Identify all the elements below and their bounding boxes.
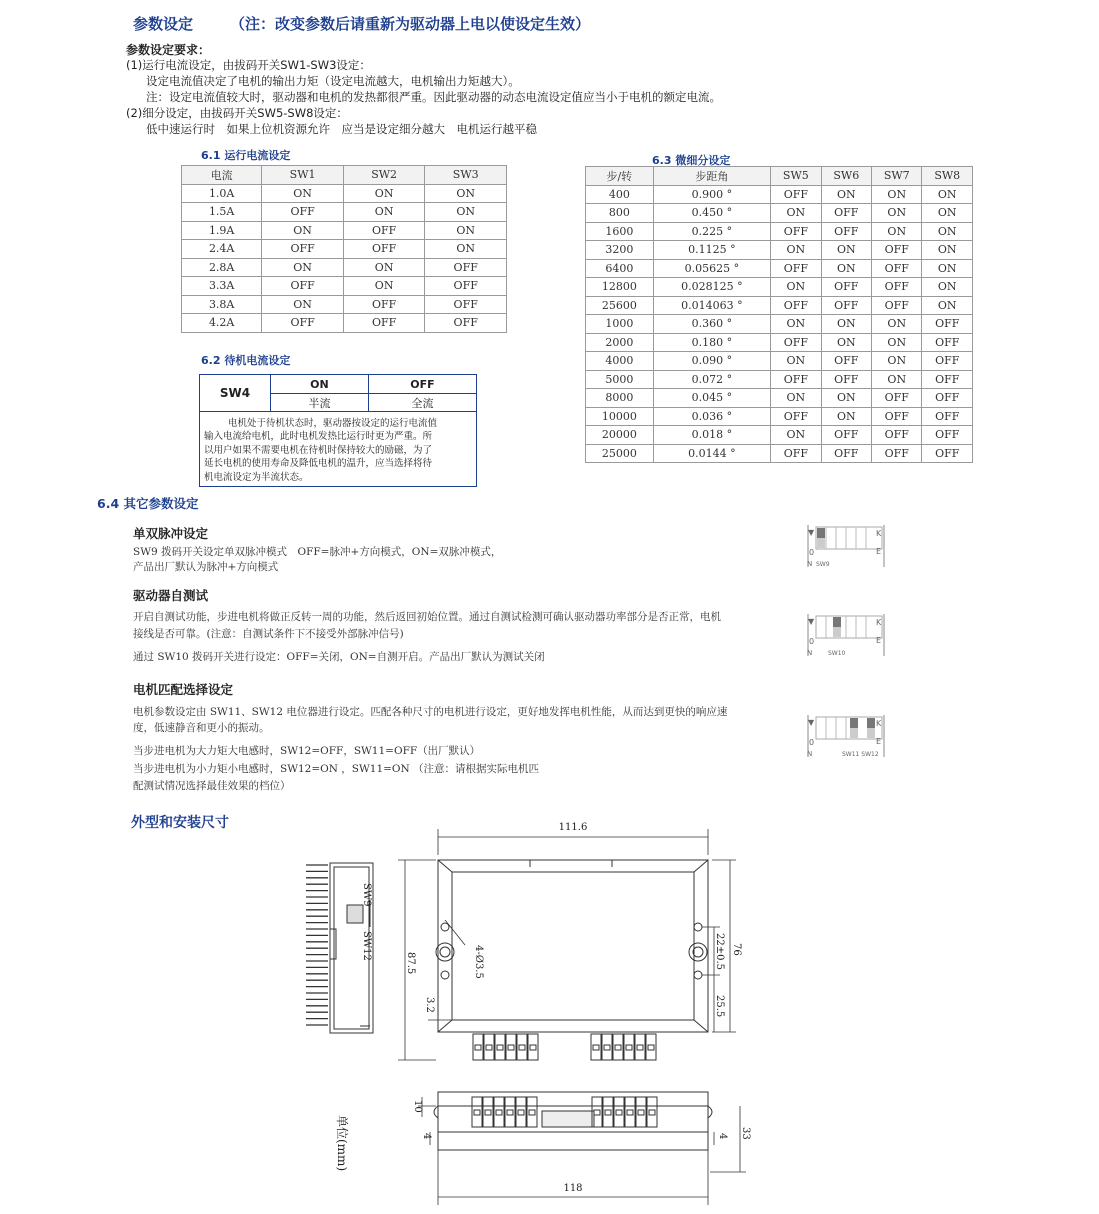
req-line-5: 低中速运行时 如果上位机资源允许 应当是设定细分越大 电机运行越平稳 <box>146 122 537 136</box>
header-cell: SW7 <box>872 167 922 186</box>
table-row <box>182 221 507 240</box>
svg-text:25.5: 25.5 <box>714 995 725 1018</box>
table-cell: OFF <box>922 389 973 408</box>
table-cell: ON <box>771 389 821 408</box>
table-row <box>586 389 973 408</box>
motor-line-2: 度，低速静音和更小的振动。 <box>133 722 270 734</box>
table-row <box>586 333 973 352</box>
table-cell: 0.018 ° <box>653 426 770 445</box>
table-cell: OFF <box>872 278 922 297</box>
table-cell: OFF <box>771 185 821 204</box>
table-row <box>586 370 973 389</box>
svg-text:SW10: SW10 <box>828 650 846 657</box>
svg-text:10: 10 <box>412 1100 423 1113</box>
svg-text:SW9: SW9 <box>816 561 830 568</box>
svg-text:E: E <box>876 547 882 556</box>
header-cell: SW1 <box>262 166 344 185</box>
table-cell: OFF <box>922 444 973 463</box>
table-cell: ON <box>262 184 344 203</box>
table-cell: 1.5A <box>182 203 262 222</box>
table-cell: OFF <box>922 426 973 445</box>
requirements-heading: 参数设定要求： <box>126 43 211 57</box>
table-cell: OFF <box>821 296 871 315</box>
svg-text:K: K <box>876 618 882 627</box>
table-cell: ON <box>771 204 821 223</box>
standby-box <box>199 374 477 487</box>
table-cell: ON <box>425 221 507 240</box>
table-cell: 25000 <box>586 444 654 463</box>
sw4-off-desc: 全流 <box>368 394 476 412</box>
table-cell: ON <box>343 277 425 296</box>
header-cell: 步距角 <box>653 167 770 186</box>
table-cell: OFF <box>425 277 507 296</box>
table-cell: 5000 <box>586 370 654 389</box>
table-cell: 0.900 ° <box>653 185 770 204</box>
table-cell: 6400 <box>586 259 654 278</box>
dimension-drawing <box>290 815 770 1210</box>
table-cell: ON <box>821 389 871 408</box>
req-line-4: (2)细分设定，由拔码开关SW5-SW8设定： <box>126 106 348 120</box>
header-cell: SW3 <box>425 166 507 185</box>
table61-title: 6.1 运行电流设定 <box>201 149 291 162</box>
table-cell: ON <box>343 184 425 203</box>
table-cell: OFF <box>343 295 425 314</box>
table-cell: OFF <box>425 258 507 277</box>
motor-line-4: 当步进电机为小力矩小电感时，SW12=ON ，SW11=ON （注意：请根据实际电机匹 <box>133 763 540 775</box>
table-cell: ON <box>343 258 425 277</box>
selftest-line-3: 通过 SW10 拨码开关进行设定：OFF=关闭，ON=自测开启。产品出厂默认为测试关闭 <box>133 651 545 663</box>
svg-text:4: 4 <box>421 1133 432 1140</box>
table-cell: 1.9A <box>182 221 262 240</box>
table-cell: OFF <box>872 444 922 463</box>
table-row <box>182 203 507 222</box>
svg-text:单位(mm): 单位(mm) <box>335 1115 349 1172</box>
table-cell: 0.028125 ° <box>653 278 770 297</box>
svg-text:111.6: 111.6 <box>558 822 588 833</box>
table-cell: ON <box>771 426 821 445</box>
table-cell: 3.3A <box>182 277 262 296</box>
current-table <box>181 165 507 333</box>
table-row <box>182 258 507 277</box>
table-cell: ON <box>872 352 922 371</box>
table-cell: ON <box>922 185 973 204</box>
table-row <box>182 184 507 203</box>
table-cell: 0.014063 ° <box>653 296 770 315</box>
table-cell: 0.360 ° <box>653 315 770 334</box>
table-cell: OFF <box>821 278 871 297</box>
table-row <box>586 444 973 463</box>
table-cell: 2.8A <box>182 258 262 277</box>
table-cell: ON <box>771 278 821 297</box>
table-cell: OFF <box>425 295 507 314</box>
table-cell: 2.4A <box>182 240 262 259</box>
table-cell: ON <box>872 315 922 334</box>
table-cell: 0.450 ° <box>653 204 770 223</box>
table-cell: OFF <box>821 352 871 371</box>
sw4-on-desc: 半流 <box>271 394 369 412</box>
table-cell: 0.090 ° <box>653 352 770 371</box>
header-cell: SW8 <box>922 167 973 186</box>
motor-line-5: 配测试情况选择最佳效果的档位） <box>133 780 291 792</box>
table-cell: ON <box>922 241 973 260</box>
svg-text:22±0.5: 22±0.5 <box>714 933 725 971</box>
table-cell: OFF <box>821 370 871 389</box>
svg-text:▼: ▼ <box>808 718 815 727</box>
table-cell: ON <box>771 315 821 334</box>
table-row <box>586 352 973 371</box>
table-cell: OFF <box>922 333 973 352</box>
table-cell: ON <box>872 204 922 223</box>
table-cell: 0.036 ° <box>653 407 770 426</box>
selftest-heading: 驱动器自测试 <box>133 588 209 603</box>
table-cell: 0.072 ° <box>653 370 770 389</box>
motor-heading: 电机匹配选择设定 <box>133 682 234 697</box>
table-cell: OFF <box>771 259 821 278</box>
pulse-line-1: SW9 拨码开关设定单双脉冲模式 OFF=脉冲+方向模式，ON=双脉冲模式， <box>133 546 502 558</box>
table-cell: 0.1125 ° <box>653 241 770 260</box>
table-row <box>586 278 973 297</box>
table-cell: OFF <box>872 296 922 315</box>
table-cell: 800 <box>586 204 654 223</box>
microstep-table <box>585 166 973 463</box>
table63-title: 6.3 微细分设定 <box>652 154 731 167</box>
table-cell: ON <box>262 295 344 314</box>
table-cell: OFF <box>343 240 425 259</box>
table-cell: ON <box>771 241 821 260</box>
table-cell: ON <box>821 185 871 204</box>
table-header-row <box>182 166 507 185</box>
motor-line-3: 当步进电机为大力矩大电感时，SW12=OFF，SW11=OFF（出厂默认） <box>133 745 481 757</box>
table-cell: OFF <box>872 407 922 426</box>
table-cell: ON <box>425 184 507 203</box>
table-cell: ON <box>821 407 871 426</box>
table-row <box>586 407 973 426</box>
selftest-line-1: 开启自测试功能，步进电机将做正反转一周的功能，然后返回初始位置。通过自测试检测可确认驱动器功率部分是否正常，电机 <box>133 611 721 623</box>
table-cell: 400 <box>586 185 654 204</box>
table-cell: ON <box>821 333 871 352</box>
table-cell: 20000 <box>586 426 654 445</box>
section64-title: 6.4 其它参数设定 <box>97 496 199 511</box>
table-cell: 4.2A <box>182 314 262 333</box>
table-cell: 4000 <box>586 352 654 371</box>
table-cell: 0.05625 ° <box>653 259 770 278</box>
table-row <box>182 240 507 259</box>
table-cell: OFF <box>771 370 821 389</box>
svg-text:N: N <box>807 560 813 568</box>
table-cell: 12800 <box>586 278 654 297</box>
svg-text:0: 0 <box>809 548 815 557</box>
svg-text:E: E <box>876 636 882 645</box>
svg-text:SW11 SW12: SW11 SW12 <box>842 751 879 758</box>
sw9-dip-switch-icon <box>806 523 888 569</box>
table-cell: ON <box>872 185 922 204</box>
sw10-dip-switch-icon <box>806 612 888 658</box>
svg-text:K: K <box>876 719 882 728</box>
table-cell: 1000 <box>586 315 654 334</box>
table-cell: ON <box>922 278 973 297</box>
table-cell: 0.225 ° <box>653 222 770 241</box>
header-cell: 步/转 <box>586 167 654 186</box>
table-row <box>182 277 507 296</box>
page-note: （注：改变参数后请重新为驱动器上电以使设定生效） <box>230 15 591 33</box>
table-cell: ON <box>821 315 871 334</box>
svg-text:87.5: 87.5 <box>405 952 416 975</box>
table-cell: OFF <box>262 240 344 259</box>
table-cell: ON <box>821 259 871 278</box>
table-cell: OFF <box>821 222 871 241</box>
table-cell: OFF <box>771 222 821 241</box>
page-title: 参数设定 <box>133 15 194 33</box>
table-cell: ON <box>343 203 425 222</box>
table-row <box>182 314 507 333</box>
motor-line-1: 电机参数设定由 SW11、SW12 电位器进行设定。匹配各种尺寸的电机进行设定，更好地发挥电机性能，从而达到更快的响应速 <box>133 706 728 718</box>
table-cell: 10000 <box>586 407 654 426</box>
sw4-on: ON <box>271 375 369 394</box>
req-line-3: 注：设定电流值较大时，驱动器和电机的发热都很严重。因此驱动器的动态电流设定值应当小于电机的额定电流。 <box>146 90 721 104</box>
table-cell: OFF <box>872 259 922 278</box>
table-row <box>182 295 507 314</box>
svg-text:SW12: SW12 <box>361 931 372 961</box>
table-row <box>586 241 973 260</box>
svg-text:E: E <box>876 737 882 746</box>
table-cell: OFF <box>922 315 973 334</box>
table-cell: OFF <box>425 314 507 333</box>
table-cell: OFF <box>771 444 821 463</box>
table-row <box>586 185 973 204</box>
svg-text:SW9: SW9 <box>361 883 372 907</box>
req-line-1: (1)运行电流设定，由拔码开关SW1-SW3设定： <box>126 58 371 72</box>
table-cell: ON <box>262 221 344 240</box>
svg-text:N: N <box>807 649 813 657</box>
table-cell: OFF <box>821 444 871 463</box>
table-cell: ON <box>425 240 507 259</box>
dimensions-title: 外型和安装尺寸 <box>131 815 229 831</box>
table-row <box>586 259 973 278</box>
header-cell: 电流 <box>182 166 262 185</box>
header-cell: SW2 <box>343 166 425 185</box>
pulse-heading: 单双脉冲设定 <box>133 526 209 541</box>
table-row <box>586 296 973 315</box>
table-cell: ON <box>872 370 922 389</box>
header-cell: SW6 <box>821 167 871 186</box>
svg-text:33: 33 <box>740 1127 751 1140</box>
svg-text:4: 4 <box>717 1133 728 1140</box>
table-cell: OFF <box>872 426 922 445</box>
table-header-row <box>586 167 973 186</box>
svg-text:3.2: 3.2 <box>424 997 435 1013</box>
table-cell: OFF <box>262 277 344 296</box>
table-cell: 8000 <box>586 389 654 408</box>
table-cell: OFF <box>343 314 425 333</box>
table-cell: ON <box>771 352 821 371</box>
table-cell: OFF <box>771 407 821 426</box>
sw4-label: SW4 <box>200 375 271 412</box>
table-cell: ON <box>922 222 973 241</box>
table-cell: 1.0A <box>182 184 262 203</box>
table-cell: ON <box>872 333 922 352</box>
table-row <box>586 222 973 241</box>
table-cell: OFF <box>821 204 871 223</box>
table-cell: ON <box>262 258 344 277</box>
table-cell: 3200 <box>586 241 654 260</box>
table-row <box>586 315 973 334</box>
table-cell: OFF <box>872 389 922 408</box>
selftest-line-2: 接线是否可靠。(注意：自测试条件下不接受外部脉冲信号) <box>133 628 404 640</box>
table-row <box>586 204 973 223</box>
table-row <box>586 426 973 445</box>
table-cell: 1600 <box>586 222 654 241</box>
table-cell: ON <box>922 259 973 278</box>
table-cell: ON <box>922 296 973 315</box>
svg-text:0: 0 <box>809 738 815 747</box>
table-cell: OFF <box>262 203 344 222</box>
svg-text:4-Ø3.5: 4-Ø3.5 <box>473 945 484 979</box>
sw11-sw12-dip-switch-icon <box>806 713 888 759</box>
table-cell: ON <box>872 222 922 241</box>
svg-text:N: N <box>807 750 813 758</box>
table-cell: OFF <box>922 407 973 426</box>
pulse-line-2: 产品出厂默认为脉冲+方向模式 <box>133 561 279 573</box>
table-cell: 25600 <box>586 296 654 315</box>
table-cell: OFF <box>343 221 425 240</box>
table-cell: 0.0144 ° <box>653 444 770 463</box>
table-cell: ON <box>821 241 871 260</box>
svg-text:▼: ▼ <box>808 528 815 537</box>
table-cell: 3.8A <box>182 295 262 314</box>
table-cell: OFF <box>872 241 922 260</box>
svg-text:0: 0 <box>809 637 815 646</box>
table-cell: OFF <box>771 296 821 315</box>
table-cell: OFF <box>821 426 871 445</box>
standby-description: 电机处于待机状态时，驱动器按设定的运行电流值 输入电流给电机，此时电机发热比运行时更为严重。所 以用户如果不需要电机在待机时保持较大的励磁，为了 延长电机的使用寿命及降低电机的温升，应当选择将待 机电流设定为半流状态。 <box>204 418 438 483</box>
table-cell: OFF <box>922 370 973 389</box>
table-cell: OFF <box>771 333 821 352</box>
table-cell: ON <box>425 203 507 222</box>
svg-text:76: 76 <box>731 943 742 956</box>
svg-text:118: 118 <box>563 1183 583 1194</box>
table-cell: 0.180 ° <box>653 333 770 352</box>
table-cell: ON <box>922 204 973 223</box>
sw4-off: OFF <box>368 375 476 394</box>
req-line-2: 设定电流值决定了电机的输出力矩（设定电流越大，电机输出力矩越大）。 <box>146 74 520 88</box>
table-cell: OFF <box>922 352 973 371</box>
header-cell: SW5 <box>771 167 821 186</box>
table62-title: 6.2 待机电流设定 <box>201 354 291 367</box>
table-cell: OFF <box>262 314 344 333</box>
table-cell: 2000 <box>586 333 654 352</box>
table-cell: 0.045 ° <box>653 389 770 408</box>
svg-text:▼: ▼ <box>808 617 815 626</box>
svg-text:K: K <box>876 529 882 538</box>
